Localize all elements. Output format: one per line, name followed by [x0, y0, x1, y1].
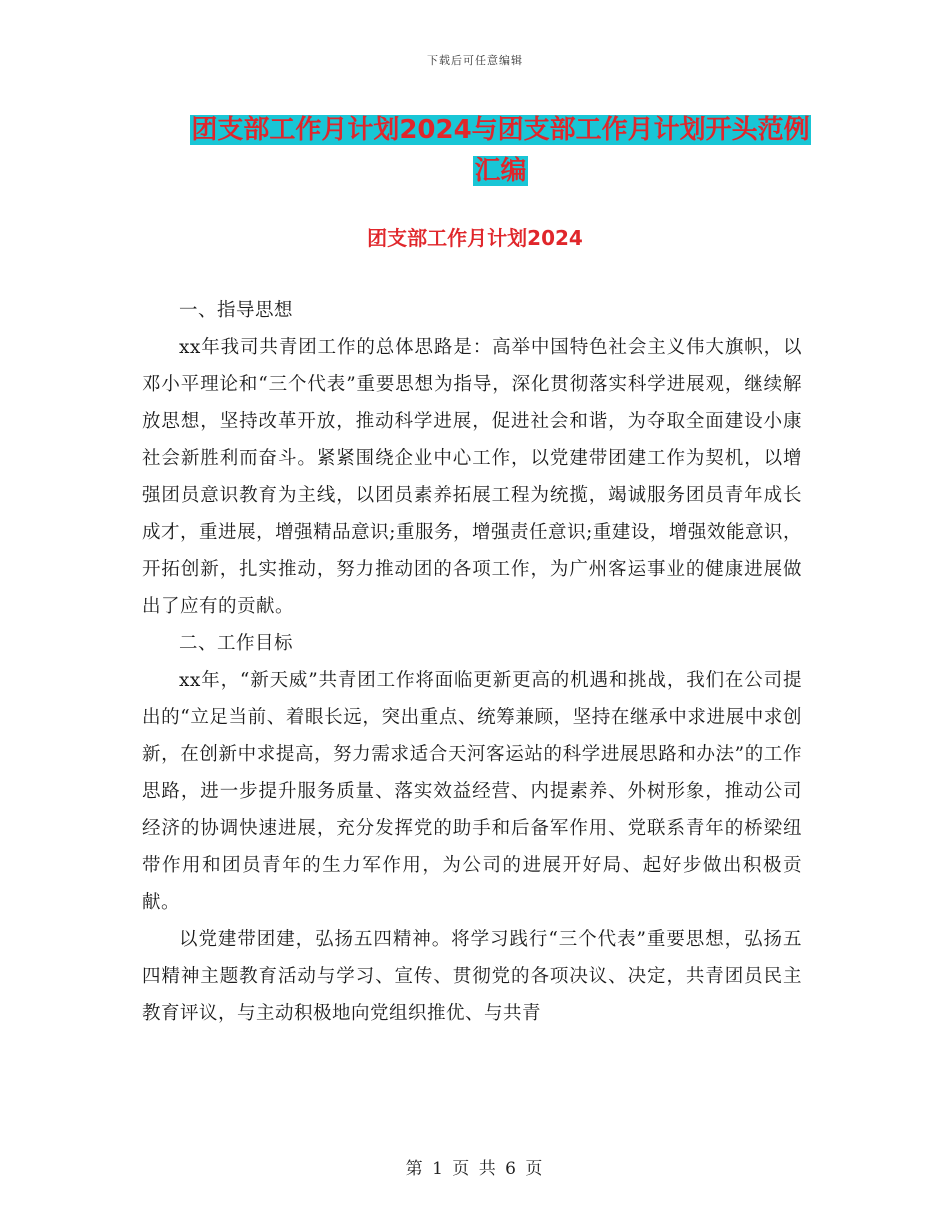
section-title: 团支部工作月计划2024 — [367, 226, 583, 250]
page-header-note: 下载后可任意编辑 — [427, 54, 523, 67]
document-body — [142, 292, 802, 1032]
paragraph: xx年，“新天威”共青团工作将面临更新更高的机遇和挑战，我们在公司提出的“立足当前、着眼长远，突出重点、统筹兼顾，坚持在继承中求进展中求创新，在创新中求提高，努力需求适合天河客运站的科学进展思路和办法”的工作思路，进一步提升服务质量、落实效益经营、内提素养、外树形象，推动公司经济的协调快速进展，充分发挥党的助手和后备军作用、党联系青年的桥梁纽带作用和团员青年的生力军作用，为公司的进展开好局、起好步做出积极贡献。 — [142, 670, 802, 913]
page-number-footer: 第 1 页 共 6 页 — [405, 1159, 545, 1179]
heading-work-goals: 二、工作目标 — [179, 633, 294, 654]
document-title — [188, 110, 813, 192]
paragraph: xx年我司共青团工作的总体思路是：高举中国特色社会主义伟大旗帜，以邓小平理论和“三个代表”重要思想为指导，深化贯彻落实科学进展观，继续解放思想，坚持改革开放，推动科学进展，促进社会和谐，为夺取全面建设小康社会新胜利而奋斗。紧紧围绕企业中心工作，以党建带团建工作为契机，以增强团员意识教育为主线，以团员素养拓展工程为统揽，竭诚服务团员青年成长成才，重进展，增强精品意识;重服务，增强责任意识;重建设，增强效能意识，开拓创新，扎实推动，努力推动团的各项工作，为广州客运事业的健康进展做出了应有的贡献。 — [142, 337, 802, 617]
paragraph: 以党建带团建，弘扬五四精神。将学习践行“三个代表”重要思想，弘扬五四精神主题教育活动与学习、宣传、贯彻党的各项决议、决定，共青团员民主教育评议，与主动积极地向党组织推优、与共青 — [142, 929, 802, 1024]
heading-guiding-ideology: 一、指导思想 — [179, 300, 294, 321]
document-title-text: 团支部工作月计划2024与团支部工作月计划开头范例汇编 — [191, 115, 810, 186]
